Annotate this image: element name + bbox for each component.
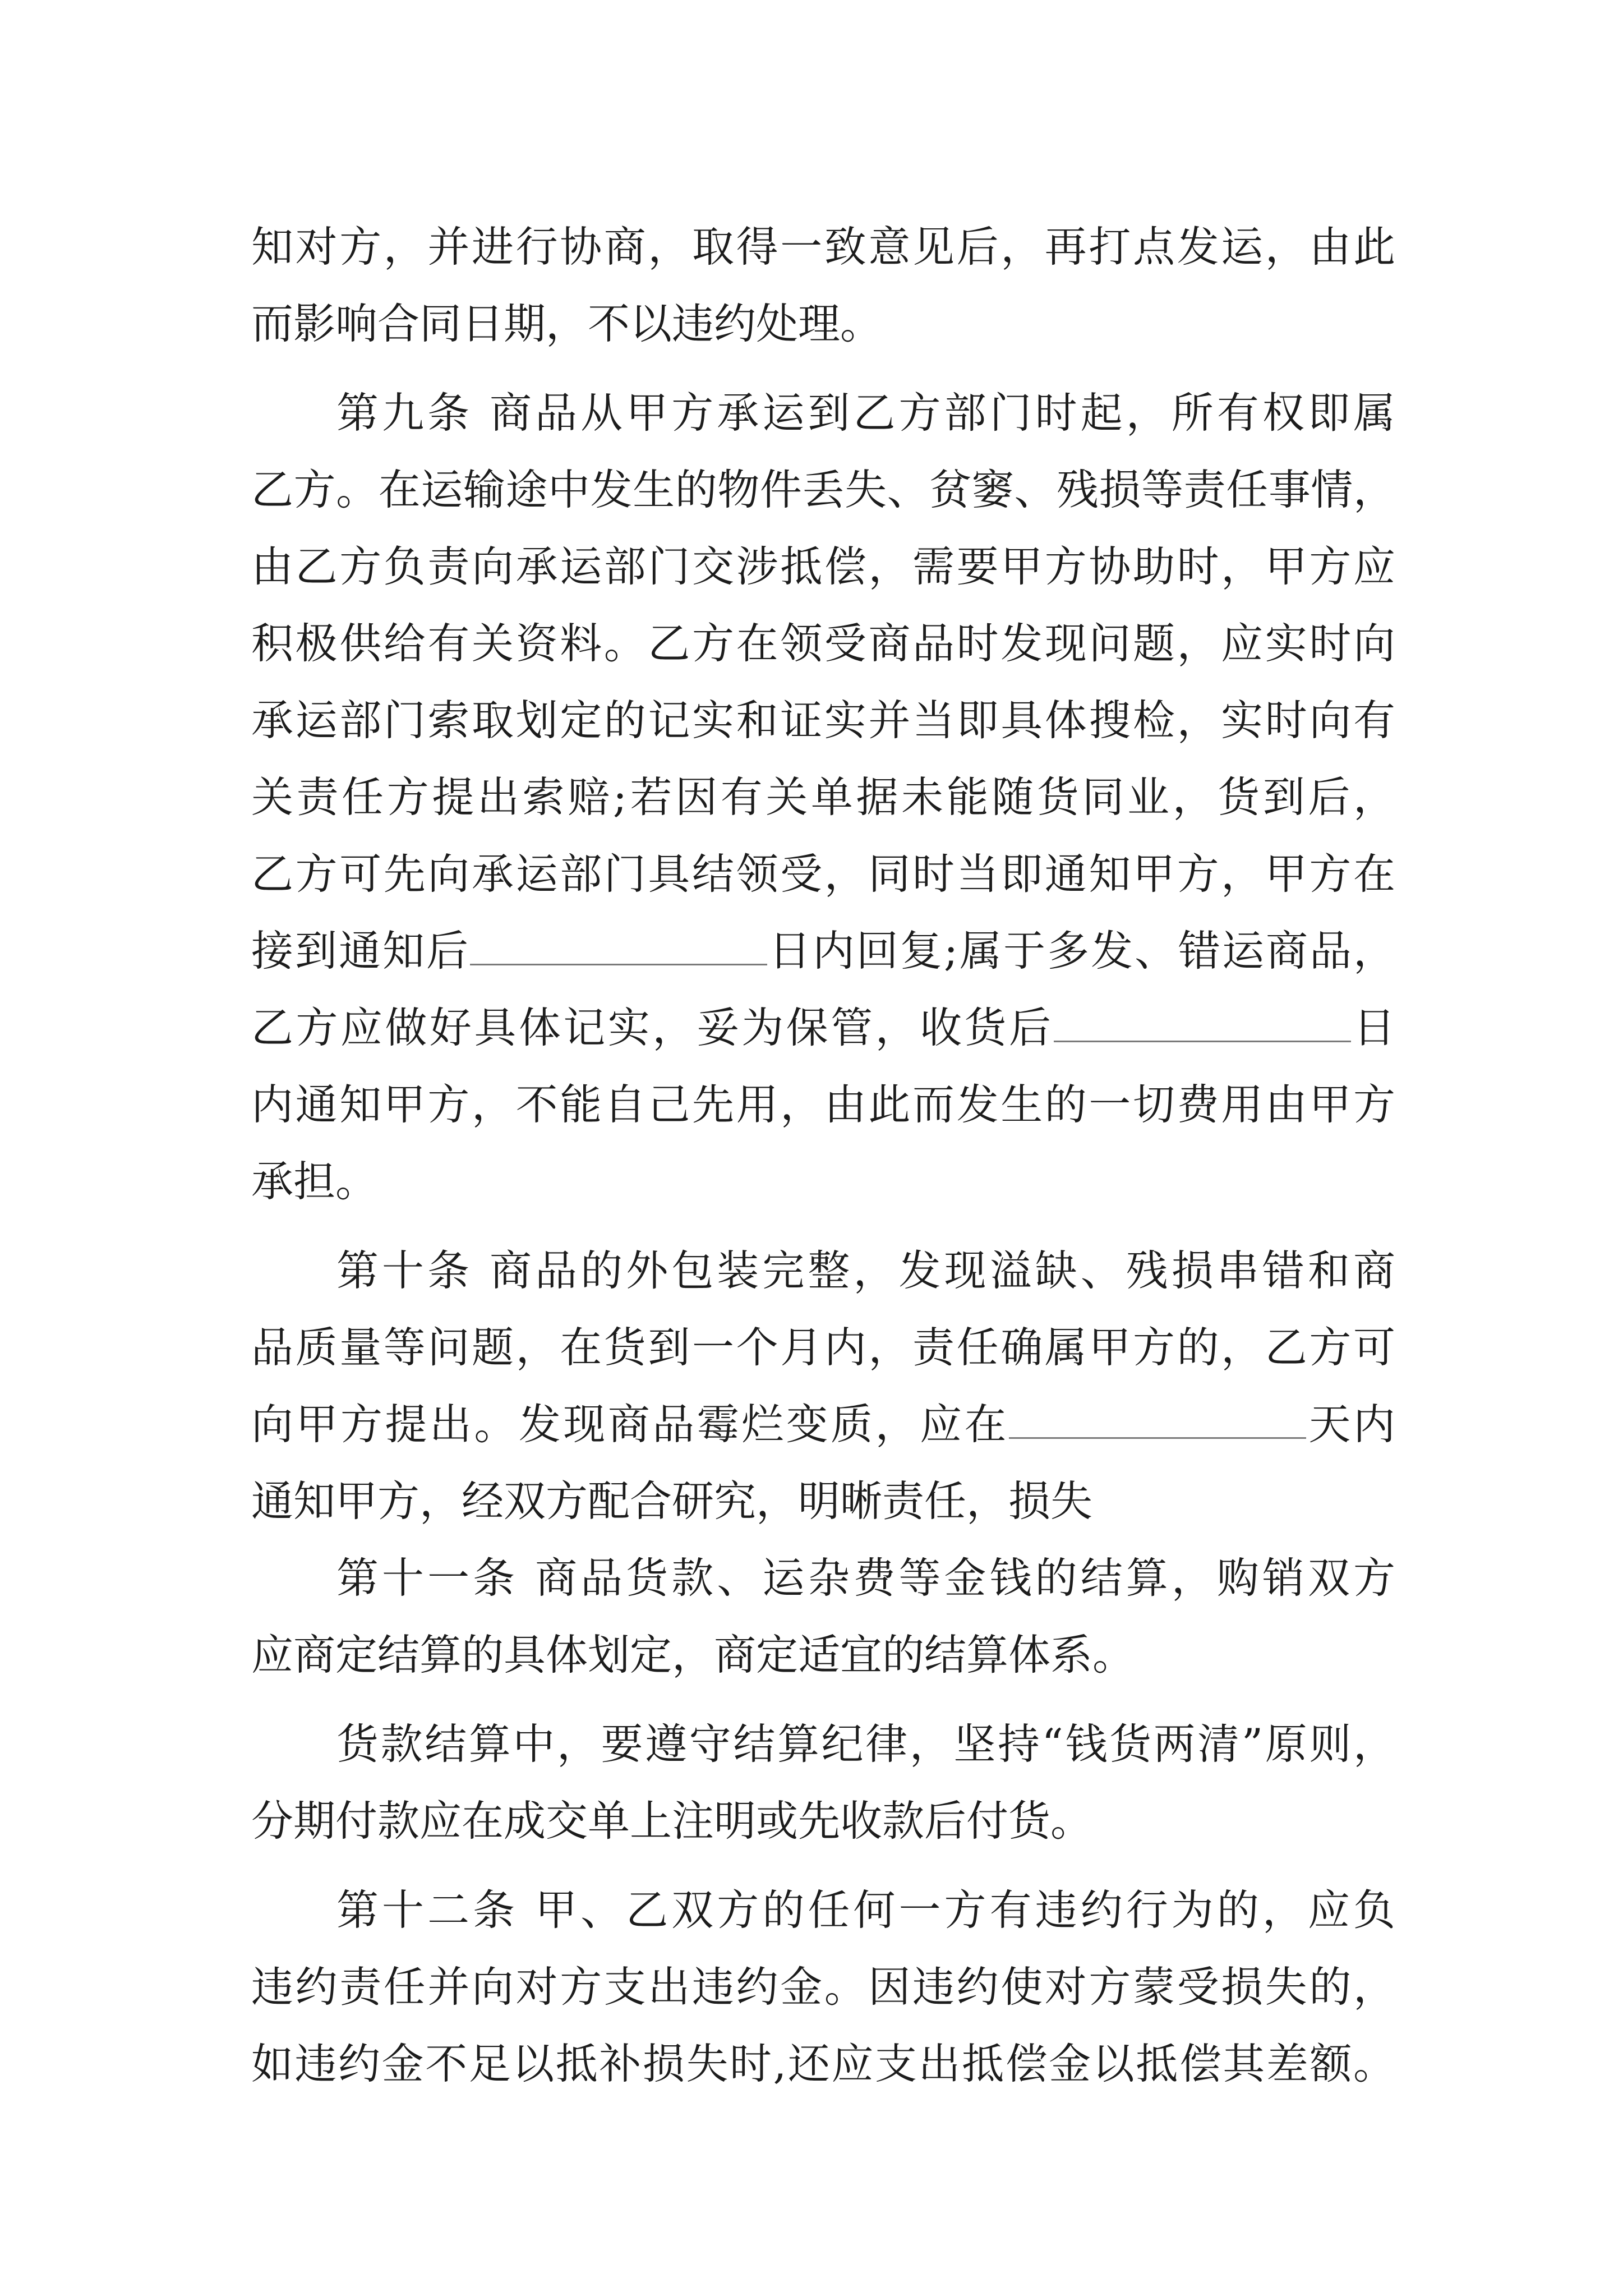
article-12-heading-line: 第十二条 甲、乙双方的任何一方有违约行为的，应负 — [336, 1885, 1395, 1935]
text-line: 货款结算中，要遵守结算纪律，坚持“钱货两清”原则， — [336, 1719, 1395, 1769]
fill-in-blank[interactable] — [470, 930, 767, 965]
text-line: 关责任方提出索赔;若因有关单据未能随货同业，货到后， — [251, 772, 1395, 822]
text-line: 而影响合同日期，不以违约处理。 — [251, 299, 883, 348]
article-10-heading-line: 第十条 商品的外包装完整，发现溢缺、残损串错和商 — [336, 1246, 1395, 1295]
text-line: 分期付款应在成交单上注明或先收款后付货。 — [251, 1796, 1093, 1846]
text-line-with-blank — [251, 913, 1395, 990]
text-line: 内通知甲方，不能自己先用，由此而发生的一切费用由甲方 — [251, 1080, 1395, 1129]
fill-in-blank[interactable] — [1054, 1007, 1351, 1042]
text-line-with-blank — [251, 990, 1395, 1066]
text-segment: 向甲方提出。发现商品霉烂变质，应在 — [251, 1400, 1009, 1449]
text-line: 品质量等问题，在货到一个月内，责任确属甲方的，乙方可 — [251, 1323, 1395, 1372]
contract-text — [251, 209, 1395, 2102]
text-line-with-blank — [251, 1386, 1395, 1463]
text-line: 承担。 — [251, 1157, 378, 1206]
text-line: 由乙方负责向承运部门交涉抵偿，需要甲方协助时，甲方应 — [251, 542, 1395, 591]
text-line: 积极供给有关资料。乙方在领受商品时发现问题，应实时向 — [251, 619, 1395, 668]
text-line: 通知甲方，经双方配合研究，明晰责任，损失 — [251, 1476, 1093, 1526]
text-segment: 接到通知后 — [251, 926, 470, 976]
text-line: 承运部门索取划定的记实和证实并当即具体搜检，实时向有 — [251, 696, 1395, 745]
article-11-heading-line: 第十一条 商品货款、运杂费等金钱的结算，购销双方 — [336, 1553, 1395, 1603]
text-line: 乙方。在运输途中发生的物件丢失、贫窭、残损等责任事情， — [251, 465, 1395, 514]
text-line: 知对方，并进行协商，取得一致意见后，再打点发运，由此 — [251, 222, 1395, 272]
text-line: 如违约金不足以抵补损失时,还应支出抵偿金以抵偿其差额。 — [251, 2039, 1395, 2088]
fill-in-blank[interactable] — [1009, 1404, 1306, 1439]
text-segment: 日内回复;属于多发、错运商品， — [767, 926, 1395, 976]
text-line: 应商定结算的具体划定，商定适宜的结算体系。 — [251, 1630, 1135, 1680]
text-segment: 日 — [1350, 1003, 1395, 1052]
text-line: 违约责任并向对方支出违约金。因违约使对方蒙受损失的， — [251, 1962, 1395, 2012]
article-9-heading-line: 第九条 商品从甲方承运到乙方部门时起，所有权即属 — [336, 388, 1395, 438]
text-segment: 乙方应做好具体记实，妥为保管，收货后 — [251, 1003, 1054, 1052]
text-segment: 天内 — [1306, 1400, 1395, 1449]
text-line: 乙方可先向承运部门具结领受，同时当即通知甲方，甲方在 — [251, 849, 1395, 899]
